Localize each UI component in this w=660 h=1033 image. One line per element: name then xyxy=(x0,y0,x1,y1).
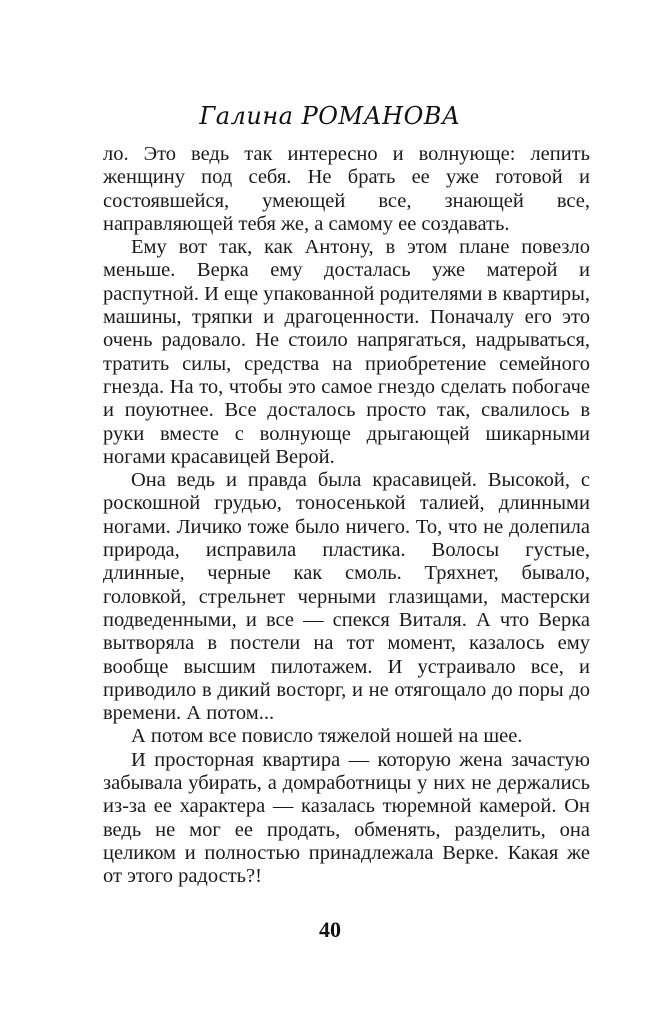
paragraph: Она ведь и правда была красавицей. Высокой, с роскошной грудью, тоносенькой талией, длинными ногами. Личико тоже было ничего. То, что не долепила природа, исправила пластика. Волосы густые, длинные, черные как смоль. Тряхнет, бывало, головкой, стрельнет черными глазищами, мастерски подведенными, и все — спекся Виталя. А что Верка вытворяла в постели на тот момент, казалось ему вообще высшим пилотажем. И устраивало все, и приводило в дикий восторг, и не отягощало до поры до времени. А потом... xyxy=(103,469,590,725)
running-head-author: Галина РОМАНОВА xyxy=(199,102,461,130)
page-number: 40 xyxy=(319,917,341,942)
paragraph: А потом все повисло тяжелой ношей на шее. xyxy=(131,725,523,748)
paragraph: Ему вот так, как Антону, в этом плане повезло меньше. Верка ему досталась уже матерой и распутной. И еще упакованной родителями в квартиры, машины, тряпки и драгоценности. Поначалу его это очень радовало. Не стоило напрягаться, надрываться, тратить силы, средства на приобретение семейного гнезда. На то, чтобы это самое гнездо сделать побогаче и поуютнее. Все досталось просто так, свалилось в руки вместе с волнующе дрыгающей шикарными ногами красавицей Верой. xyxy=(103,236,590,468)
paragraph-continued: ло. Это ведь так интересно и волнующе: лепить женщину под себя. Не брать ее уже готовой и состоявшейся, умеющей все, знающей все, направляющей тебя же, а самому ее создавать. xyxy=(103,143,590,235)
paragraph: И просторная квартира — которую жена зачастую забывала убирать, а домработницы у них не держались из-за ее характера — казалась тюремной камерой. Он ведь не мог ее продать, обменять, разделить, она целиком и полностью принадлежала Верке. Какая же от этого радость?! xyxy=(103,748,590,888)
body-text xyxy=(103,143,590,889)
